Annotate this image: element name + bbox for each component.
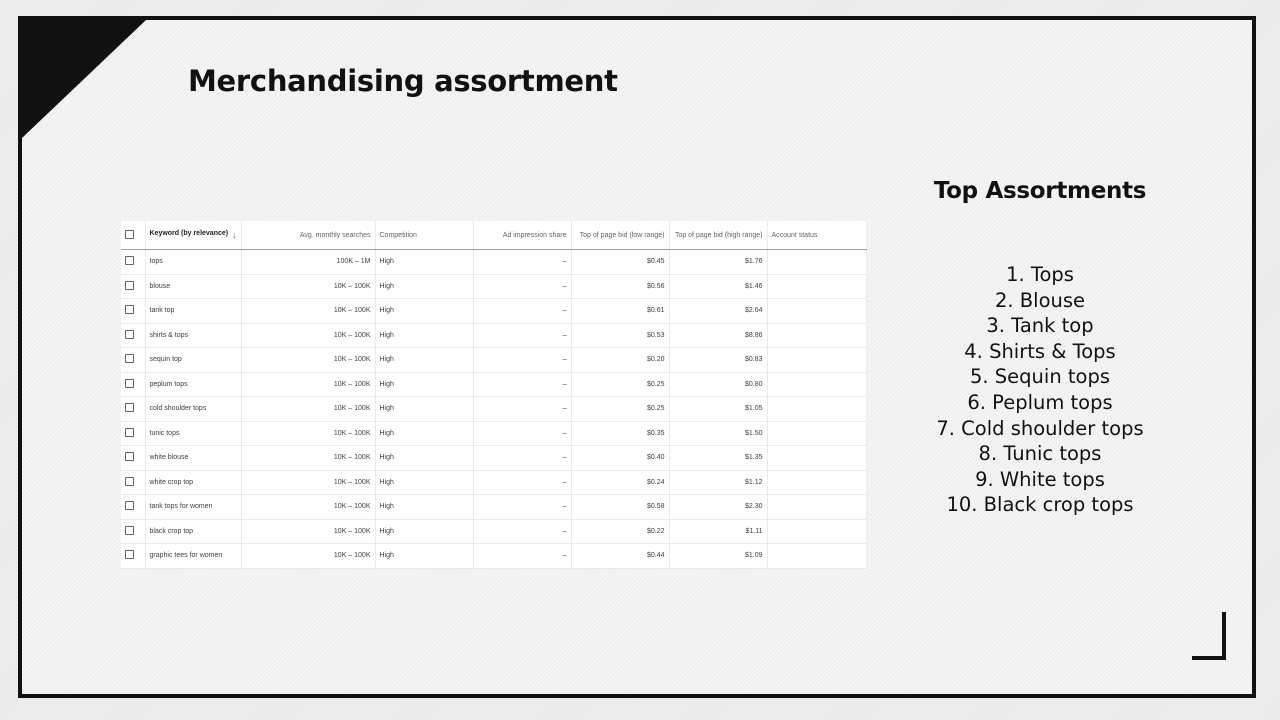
bid-low-cell: $0.20: [571, 348, 669, 373]
impression-cell: –: [473, 274, 571, 299]
status-cell: [767, 544, 866, 569]
bid-low-cell: $0.56: [571, 274, 669, 299]
corner-triangle: [22, 20, 146, 138]
table-row[interactable]: [121, 323, 866, 348]
bid-high-cell: $0.83: [669, 348, 767, 373]
competition-cell: High: [375, 299, 473, 324]
bid-low-cell: $0.35: [571, 421, 669, 446]
competition-cell: High: [375, 544, 473, 569]
competition-cell: High: [375, 470, 473, 495]
keyword-cell: shirts & tops: [145, 323, 241, 348]
table-row[interactable]: [121, 495, 866, 520]
table-row[interactable]: [121, 372, 866, 397]
row-checkbox[interactable]: [125, 354, 134, 363]
competition-cell: High: [375, 274, 473, 299]
searches-cell: 10K – 100K: [241, 421, 375, 446]
row-checkbox[interactable]: [125, 403, 134, 412]
table-row[interactable]: [121, 250, 866, 275]
row-checkbox[interactable]: [125, 281, 134, 290]
bid-high-cell: $2.30: [669, 495, 767, 520]
status-cell: [767, 372, 866, 397]
row-checkbox[interactable]: [125, 501, 134, 510]
table-row[interactable]: [121, 470, 866, 495]
searches-cell: 10K – 100K: [241, 470, 375, 495]
status-cell: [767, 274, 866, 299]
impression-cell: –: [473, 397, 571, 422]
competition-cell: High: [375, 250, 473, 275]
competition-cell: High: [375, 372, 473, 397]
competition-cell: High: [375, 421, 473, 446]
top-assortments-heading: Top Assortments: [933, 178, 1147, 204]
bid-high-cell: $1.35: [669, 446, 767, 471]
col-bid-low[interactable]: Top of page bid (low range): [571, 221, 669, 250]
searches-cell: 10K – 100K: [241, 519, 375, 544]
corner-bracket: [1192, 612, 1226, 660]
competition-cell: High: [375, 397, 473, 422]
col-keyword-label: Keyword (by relevance): [149, 230, 229, 237]
checkbox[interactable]: [121, 495, 145, 520]
keyword-cell: tunic tops: [145, 421, 241, 446]
keyword-cell: black crop top: [145, 519, 241, 544]
competition-cell: High: [375, 519, 473, 544]
assortment-item: 7. Cold shoulder tops: [936, 416, 1144, 440]
impression-cell: –: [473, 421, 571, 446]
impression-cell: –: [473, 544, 571, 569]
row-checkbox[interactable]: [125, 452, 134, 461]
row-checkbox[interactable]: [125, 428, 134, 437]
bid-high-cell: $1.50: [669, 421, 767, 446]
impression-cell: –: [473, 495, 571, 520]
checkbox[interactable]: [121, 544, 145, 569]
impression-cell: –: [473, 348, 571, 373]
bid-low-cell: $0.25: [571, 372, 669, 397]
checkbox[interactable]: [121, 274, 145, 299]
checkbox[interactable]: [121, 446, 145, 471]
row-checkbox[interactable]: [125, 477, 134, 486]
bid-high-cell: $8.86: [669, 323, 767, 348]
table-row[interactable]: [121, 421, 866, 446]
bid-low-cell: $0.22: [571, 519, 669, 544]
bid-high-cell: $1.11: [669, 519, 767, 544]
status-cell: [767, 421, 866, 446]
checkbox[interactable]: [121, 397, 145, 422]
bid-low-cell: $0.53: [571, 323, 669, 348]
searches-cell: 10K – 100K: [241, 446, 375, 471]
row-checkbox[interactable]: [125, 330, 134, 339]
assortment-item: 10. Black crop tops: [946, 493, 1134, 517]
assortment-item: 2. Blouse: [994, 288, 1086, 312]
bid-high-cell: $1.12: [669, 470, 767, 495]
bid-low-cell: $0.58: [571, 495, 669, 520]
impression-cell: –: [473, 372, 571, 397]
status-cell: [767, 519, 866, 544]
top-assortments-panel: [890, 178, 1190, 518]
bid-high-cell: $2.64: [669, 299, 767, 324]
bid-low-cell: $0.25: [571, 397, 669, 422]
bid-low-cell: $0.44: [571, 544, 669, 569]
bid-high-cell: $1.09: [669, 544, 767, 569]
impression-cell: –: [473, 323, 571, 348]
keyword-table: [121, 221, 867, 569]
searches-cell: 10K – 100K: [241, 397, 375, 422]
keyword-cell: tank top: [145, 299, 241, 324]
checkbox[interactable]: [121, 250, 145, 275]
impression-cell: –: [473, 250, 571, 275]
table-row[interactable]: [121, 544, 866, 569]
status-cell: [767, 495, 866, 520]
status-cell: [767, 250, 866, 275]
table-header-row: [121, 221, 866, 250]
col-impression[interactable]: Ad impression share: [473, 221, 571, 250]
keyword-cell: sequin top: [145, 348, 241, 373]
searches-cell: 10K – 100K: [241, 544, 375, 569]
bid-high-cell: $1.46: [669, 274, 767, 299]
slide: [18, 16, 1256, 698]
checkbox[interactable]: [121, 323, 145, 348]
table-body: [121, 250, 866, 569]
bid-low-cell: $0.61: [571, 299, 669, 324]
keyword-cell: blouse: [145, 274, 241, 299]
col-competition[interactable]: Competition: [375, 221, 473, 250]
table-row[interactable]: [121, 274, 866, 299]
checkbox[interactable]: [121, 372, 145, 397]
col-searches[interactable]: Avg. monthly searches: [241, 221, 375, 250]
searches-cell: 10K – 100K: [241, 323, 375, 348]
status-cell: [767, 348, 866, 373]
searches-cell: 10K – 100K: [241, 495, 375, 520]
table-row[interactable]: [121, 348, 866, 373]
col-status[interactable]: Account status: [767, 221, 866, 250]
competition-cell: High: [375, 446, 473, 471]
checkbox[interactable]: [121, 470, 145, 495]
competition-cell: High: [375, 323, 473, 348]
searches-cell: 10K – 100K: [241, 299, 375, 324]
row-checkbox[interactable]: [125, 526, 134, 535]
keyword-cell: white crop top: [145, 470, 241, 495]
assortment-item: 1. Tops: [1006, 263, 1074, 286]
bid-high-cell: $1.76: [669, 250, 767, 275]
status-cell: [767, 299, 866, 324]
impression-cell: –: [473, 446, 571, 471]
assortment-item: 9. White tops: [975, 467, 1105, 491]
keyword-cell: tank tops for women: [145, 495, 241, 520]
bid-high-cell: $1.05: [669, 397, 767, 422]
slide-title: Merchandising assortment: [188, 64, 618, 98]
assortment-item: 6. Peplum tops: [967, 390, 1113, 414]
assortment-item: 8. Tunic tops: [978, 442, 1102, 466]
impression-cell: –: [473, 519, 571, 544]
row-checkbox[interactable]: [125, 305, 134, 314]
checkbox[interactable]: [121, 421, 145, 446]
assortment-item: 3. Tank top: [986, 314, 1094, 338]
searches-cell: 100K – 1M: [241, 250, 375, 275]
keyword-table-screenshot: [121, 221, 866, 569]
bid-low-cell: $0.40: [571, 446, 669, 471]
impression-cell: –: [473, 470, 571, 495]
row-checkbox[interactable]: [125, 379, 134, 388]
row-checkbox[interactable]: [125, 256, 134, 265]
keyword-cell: peplum tops: [145, 372, 241, 397]
row-checkbox[interactable]: [125, 550, 134, 559]
keyword-cell: graphic tees for women: [145, 544, 241, 569]
keyword-cell: cold shoulder tops: [145, 397, 241, 422]
checkbox[interactable]: [121, 348, 145, 373]
bid-high-cell: $0.80: [669, 372, 767, 397]
status-cell: [767, 323, 866, 348]
keyword-cell: tops: [145, 250, 241, 275]
status-cell: [767, 397, 866, 422]
checkbox[interactable]: [121, 299, 145, 324]
assortment-item: 5. Sequin tops: [969, 365, 1110, 389]
table-row[interactable]: [121, 446, 866, 471]
impression-cell: –: [473, 299, 571, 324]
assortment-list: [890, 262, 1190, 518]
status-cell: [767, 446, 866, 471]
competition-cell: High: [375, 495, 473, 520]
select-all-checkbox[interactable]: [125, 230, 134, 239]
col-bid-high[interactable]: Top of page bid (high range): [669, 221, 767, 250]
table-row[interactable]: [121, 519, 866, 544]
assortment-item: 4. Shirts & Tops: [964, 339, 1116, 363]
table-row[interactable]: [121, 397, 866, 422]
select-all-cell[interactable]: [121, 221, 145, 250]
bid-low-cell: $0.45: [571, 250, 669, 275]
searches-cell: 10K – 100K: [241, 274, 375, 299]
bid-low-cell: $0.24: [571, 470, 669, 495]
competition-cell: High: [375, 348, 473, 373]
checkbox[interactable]: [121, 519, 145, 544]
status-cell: [767, 470, 866, 495]
table-row[interactable]: [121, 299, 866, 324]
sort-down-arrow-icon[interactable]: ↓: [232, 230, 237, 240]
keyword-cell: white blouse: [145, 446, 241, 471]
searches-cell: 10K – 100K: [241, 372, 375, 397]
col-keyword[interactable]: [145, 221, 241, 250]
searches-cell: 10K – 100K: [241, 348, 375, 373]
